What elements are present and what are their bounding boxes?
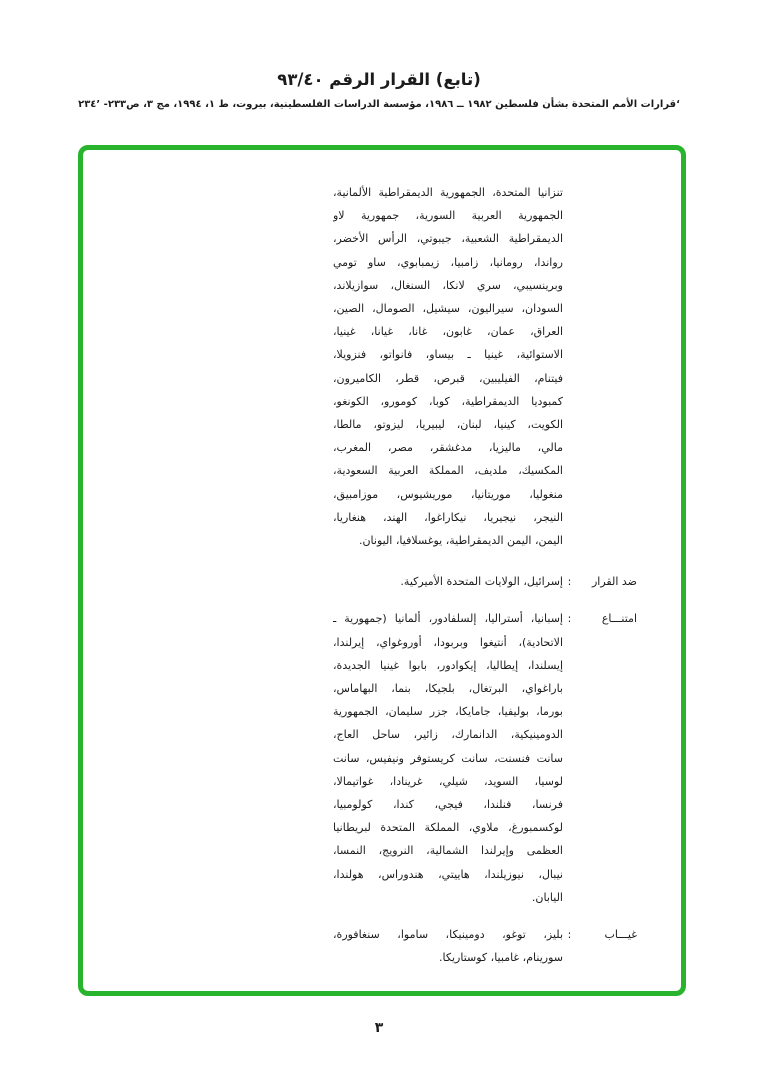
against-label: ضد القرار xyxy=(591,575,637,589)
page-number: ٣ xyxy=(374,1020,384,1036)
resolution-vote-content xyxy=(83,150,681,970)
text-line: بليز، توغو، دومينيكا، ساموا، سنغافورة، xyxy=(333,928,563,942)
text-line: نيبال، نيوزيلندا، هاييتي، هندوراس، هولندا، xyxy=(333,867,563,881)
text-line: فرنسا، فنلندا، فيجي، كندا، كولومبيا، xyxy=(333,798,563,812)
colon-separator: : xyxy=(567,575,572,589)
text-line: تنزانيا المتحدة، الجمهورية الديمقراطية الألمانية، xyxy=(333,186,563,199)
text-line: وبرينسيبي، سري لانكا، السنغال، سوازيلاند، xyxy=(333,278,563,292)
text-line: العظمى وإيرلندا الشمالية، النرويج، النمسا، xyxy=(333,844,563,858)
text-line: سورينام، غامبيا، كوستاريكا. xyxy=(439,951,563,965)
text-line: باراغواي، البرتغال، بلجيكا، بنما، البهاماس، xyxy=(333,682,563,696)
text-line: الاستوائية، غينيا ـ بيساو، فانواتو، فنزويلا، xyxy=(333,348,563,362)
text-line: النيجر، نيجيريا، نيكاراغوا، الهند، هنغاريا، xyxy=(333,510,563,524)
text-line: إسبانيا، أستراليا، إلسلفادور، ألمانيا (جمهورية ـ xyxy=(333,612,563,626)
abstention-label: امتنـــاع xyxy=(601,612,637,626)
abstention-countries xyxy=(333,607,563,909)
text-line: رواندا، رومانيا، زامبيا، زيمبابوي، ساو تومي xyxy=(333,255,563,269)
text-line: منغوليا، موريتانيا، موريشيوس، موزامبيق، xyxy=(333,487,563,501)
text-line: إسرائيل، الولايات المتحدة الأميركية. xyxy=(400,575,563,589)
absent-label: غيـــاب xyxy=(604,928,637,942)
source-citation: ʻقرارات الأمم المتحدة بشأن فلسطين ١٩٨٢ ــ ١٩٨٦، مؤسسة الدراسات الفلسطينية، بيروت، ط ١، ١٩٩٤، مج ٣، ص٢٣٣- ٢٣٤ʼ xyxy=(78,99,680,110)
highlight-box xyxy=(78,145,686,996)
in-favour-continuation-list xyxy=(333,181,563,552)
against-block xyxy=(95,570,637,593)
against-countries xyxy=(333,570,563,593)
text-line: بورما، بوليفيا، جامايكا، جزر سليمان، الجمهورية xyxy=(333,705,563,719)
text-line: فيتنام، الفيليبين، قبرص، قطر، الكاميرون، xyxy=(333,371,563,385)
colon-separator: : xyxy=(567,928,572,942)
text-line: العراق، عمان، غابون، غانا، غيانا، غينيا، xyxy=(333,325,563,339)
text-line: الكويت، كينيا، لبنان، ليبيريا، ليزوتو، مالطا، xyxy=(333,418,563,432)
absent-block xyxy=(95,923,637,969)
text-line: الاتحادية)، أنتيغوا وبربودا، أوروغواي، إيرلندا، xyxy=(333,635,563,649)
text-line: الدومينيكية، الدانمارك، زائير، ساحل العاج، xyxy=(333,728,563,742)
text-line: السودان، سيراليون، سيشيل، الصومال، الصين، xyxy=(333,302,563,316)
text-line: المكسيك، ملديف، المملكة العربية السعودية، xyxy=(333,464,563,478)
colon-separator: : xyxy=(567,612,572,626)
text-line: اليمن، اليمن الديمقراطية، يوغسلافيا، اليونان. xyxy=(358,534,563,548)
text-line: سانت فنسنت، سانت كريستوفر ونيفيس، سانت xyxy=(333,751,563,765)
text-line: لوكسمبورغ، ملاوي، المملكة المتحدة لبريطانيا xyxy=(333,821,563,835)
absent-countries xyxy=(333,923,563,969)
text-line: إيسلندا، إيطاليا، إيكوادور، بابوا غينيا الجديدة، xyxy=(333,658,563,672)
text-line: الديمقراطية الشعبية، جيبوتي، الرأس الأخضر، xyxy=(333,232,563,246)
text-line: اليابان. xyxy=(531,890,563,904)
abstention-block xyxy=(95,607,637,909)
page-title: (تابع) القرار الرقم ٩٣/٤٠ xyxy=(277,70,481,89)
text-line: مالي، ماليزيا، مدغشقر، مصر، المغرب، xyxy=(333,441,563,455)
text-line: الجمهورية العربية السورية، جمهورية لاو xyxy=(333,209,563,223)
text-line: كمبوديا الديمقراطية، كوبا، كومورو، الكونغو، xyxy=(333,394,563,408)
text-line: لوسيا، السويد، شيلي، غرينادا، غواتيمالا، xyxy=(333,774,563,788)
